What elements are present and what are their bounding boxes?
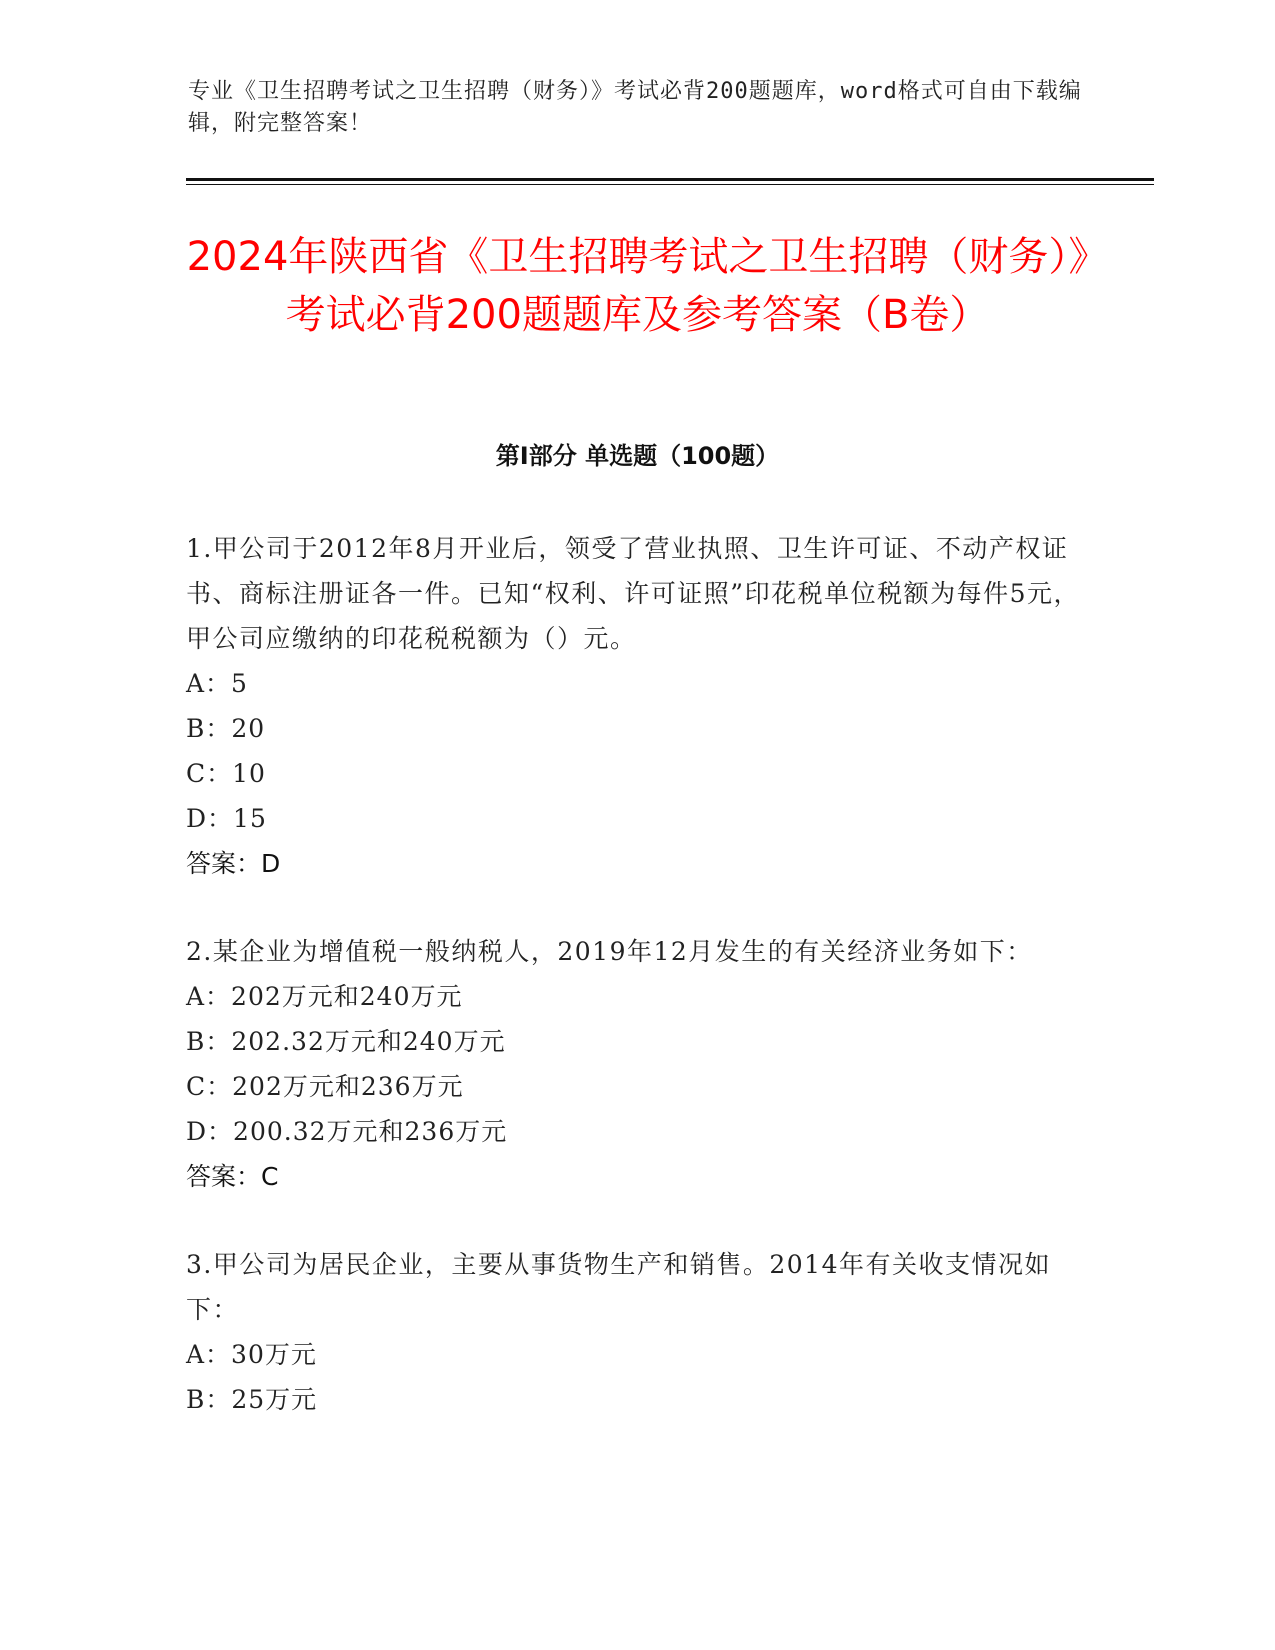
option-a: A：202万元和240万元	[186, 982, 463, 1011]
option-b: B：25万元	[186, 1385, 318, 1414]
option-c: C：10	[186, 759, 266, 788]
header-divider-thick	[186, 178, 1154, 181]
option-d: D：15	[186, 804, 267, 833]
answer-line: 答案：C	[186, 1162, 279, 1191]
option-b: B：202.32万元和240万元	[186, 1027, 506, 1056]
option-b: B：20	[186, 714, 266, 743]
question-1	[186, 526, 1086, 886]
option-a: A：30万元	[186, 1340, 317, 1369]
option-a: A：5	[186, 669, 248, 698]
question-3	[186, 1242, 1086, 1422]
document-title: 2024年陕西省《卫生招聘考试之卫生招聘（财务）》考试必背200题题库及参考答案（B卷）	[186, 234, 1089, 338]
question-stem: 3.甲公司为居民企业，主要从事货物生产和销售。2014年有关收支情况如下：	[186, 1250, 1051, 1324]
question-2	[186, 929, 1086, 1199]
question-stem: 2.某企业为增值税一般纳税人，2019年12月发生的有关经济业务如下：	[186, 937, 1033, 966]
header-divider-thin	[186, 184, 1154, 185]
option-d: D：200.32万元和236万元	[186, 1117, 508, 1146]
option-c: C：202万元和236万元	[186, 1072, 464, 1101]
answer-line: 答案：D	[186, 849, 281, 878]
question-stem: 1.甲公司于2012年8月开业后，领受了营业执照、卫生许可证、不动产权证书、商标注册证各一件。已知“权利、许可证照”印花税单位税额为每件5元，甲公司应缴纳的印花税税额为（）元。	[186, 534, 1080, 653]
section-heading: 第I部分 单选题（100题）	[495, 442, 780, 470]
question-list	[186, 526, 1086, 1465]
header-note: 专业《卫生招聘考试之卫生招聘（财务）》考试必背200题题库，word格式可自由下载编辑，附完整答案！	[188, 79, 1082, 136]
